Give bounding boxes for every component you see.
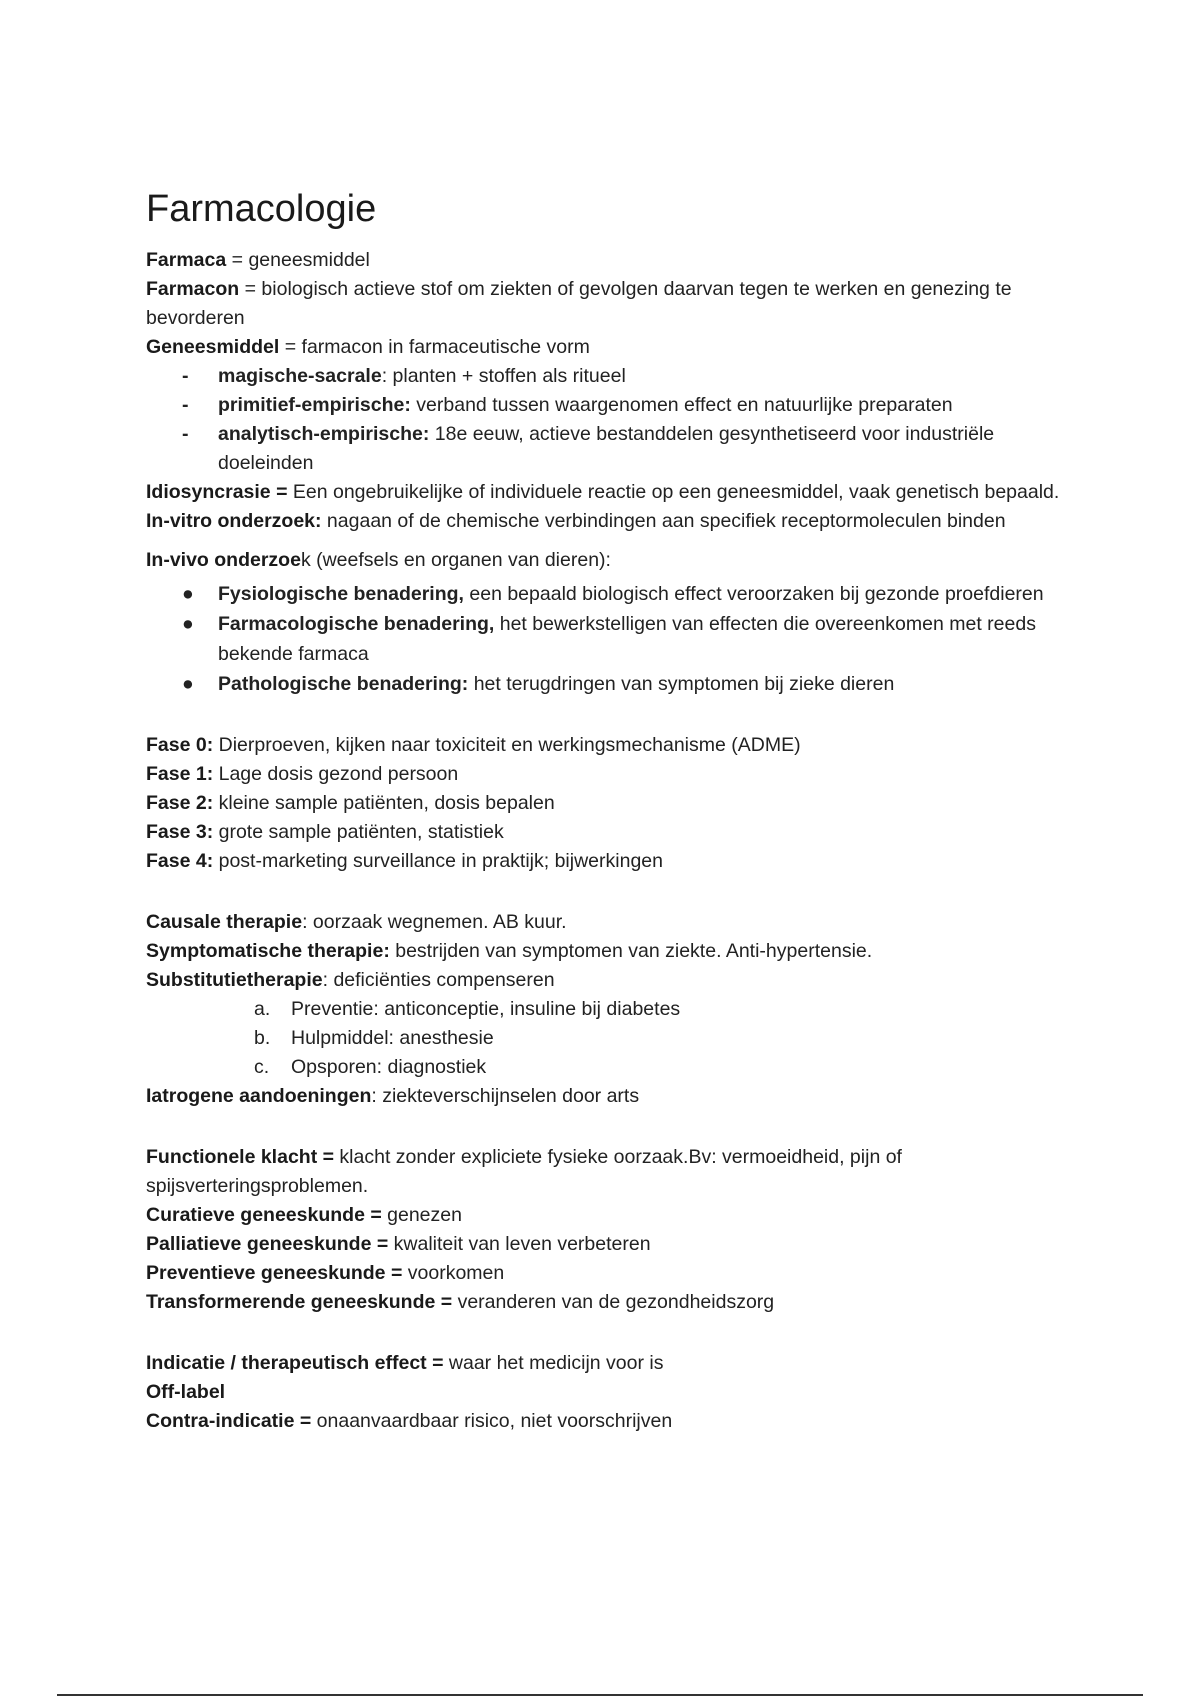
definition-in-vivo: In-vivo onderzoek (weefsels en organen van dieren): [146, 549, 611, 571]
list-item: a. Preventie: anticonceptie, insuline bij diabetes [254, 998, 681, 1020]
iatrogene-aandoeningen: Iatrogene aandoeningen: ziekteverschijnselen door arts [146, 1085, 640, 1107]
curatieve-geneeskunde: Curatieve geneeskunde = genezen [146, 1204, 462, 1226]
in-vivo-list [146, 579, 1066, 699]
definition-in-vitro: In-vitro onderzoek: nagaan of de chemische verbindingen aan specifiek receptormoleculen binden [146, 510, 1006, 532]
fase-4: Fase 4: post-marketing surveillance in praktijk; bijwerkingen [146, 850, 663, 872]
list-item: b. Hulpmiddel: anesthesie [254, 1027, 494, 1049]
fase-3: Fase 3: grote sample patiënten, statistiek [146, 821, 504, 843]
geneesmiddel-types-list [146, 362, 1066, 478]
functionele-klacht: Functionele klacht = klacht zonder expliciete fysieke oorzaak.Bv: vermoeidheid, pijn of spijsverteringsproblemen. [146, 1146, 902, 1197]
document-page [146, 186, 1066, 1436]
list-item: - magische-sacrale: planten + stoffen als ritueel [182, 365, 626, 387]
therapie-sub-list [146, 995, 1066, 1082]
indicatie: Indicatie / therapeutisch effect = waar het medicijn voor is [146, 1352, 664, 1374]
off-label: Off-label [146, 1381, 226, 1403]
list-item: c. Opsporen: diagnostiek [254, 1056, 487, 1078]
symptomatische-therapie: Symptomatische therapie: bestrijden van symptomen van ziekte. Anti-hypertensie. [146, 940, 873, 962]
list-item: ● Pathologische benadering: het terugdringen van symptomen bij zieke dieren [182, 673, 895, 695]
palliatieve-geneeskunde: Palliatieve geneeskunde = kwaliteit van leven verbeteren [146, 1233, 651, 1255]
substitutietherapie: Substitutietherapie: deficiënties compenseren [146, 969, 555, 991]
list-item: ● Farmacologische benadering, het bewerkstelligen van effecten die overeenkomen met reeds bekende farmaca [182, 613, 1036, 665]
fase-2: Fase 2: kleine sample patiënten, dosis bepalen [146, 792, 555, 814]
fase-1: Fase 1: Lage dosis gezond persoon [146, 763, 459, 785]
definition-farmaca: Farmaca = geneesmiddel [146, 249, 370, 271]
list-item: ● Fysiologische benadering, een bepaald biologisch effect veroorzaken bij gezonde proefdieren [182, 583, 1044, 605]
list-item: - primitief-empirische: verband tussen waargenomen effect en natuurlijke preparaten [182, 394, 953, 416]
preventieve-geneeskunde: Preventieve geneeskunde = voorkomen [146, 1262, 505, 1284]
transformerende-geneeskunde: Transformerende geneeskunde = veranderen van de gezondheidszorg [146, 1291, 775, 1313]
page-divider [57, 1694, 1143, 1696]
page-title: Farmacologie [146, 188, 377, 230]
definition-farmacon: Farmacon = biologisch actieve stof om ziekten of gevolgen daarvan tegen te werken en genezing te bevorderen [146, 278, 1012, 329]
definition-idiosyncrasie: Idiosyncrasie = Een ongebruikelijke of individuele reactie op een geneesmiddel, vaak genetisch bepaald. [146, 481, 1060, 503]
definition-geneesmiddel: Geneesmiddel = farmacon in farmaceutische vorm [146, 336, 590, 358]
causale-therapie: Causale therapie: oorzaak wegnemen. AB kuur. [146, 911, 567, 933]
fase-0: Fase 0: Dierproeven, kijken naar toxiciteit en werkingsmechanisme (ADME) [146, 734, 801, 756]
list-item: - analytisch-empirische: 18e eeuw, actieve bestanddelen gesynthetiseerd voor industriële doeleinden [182, 423, 995, 474]
contra-indicatie: Contra-indicatie = onaanvaardbaar risico, niet voorschrijven [146, 1410, 673, 1432]
